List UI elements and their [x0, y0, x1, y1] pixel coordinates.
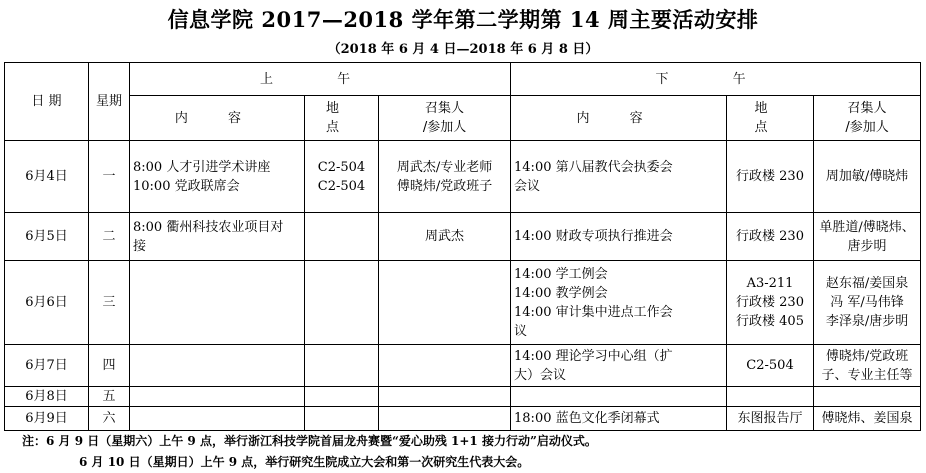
am-place-line: C2-504: [317, 159, 366, 175]
pm-content-line: 14:00 教学例会: [514, 285, 608, 301]
pm-person-cell: [814, 407, 921, 431]
pm-person-cell: [814, 213, 921, 261]
am-person-cell: [379, 387, 511, 407]
schedule-row: [5, 387, 921, 407]
am-place-cell: [305, 407, 379, 431]
am-place-cell: [305, 345, 379, 387]
schedule-row: [5, 141, 921, 213]
day-date-cell: 6月7日: [5, 345, 89, 387]
pm-person-line: 傅晓炜/党政班: [825, 348, 909, 364]
pm-content-line: 14:00 审计集中进点工作会: [514, 304, 673, 320]
am-place-cell: [305, 261, 379, 345]
pm-place-cell: [727, 213, 814, 261]
header-row-1: [5, 63, 921, 96]
pm-place-cell: [727, 387, 814, 407]
pm-content-line: 议: [514, 323, 528, 339]
pm-person-line: 周加敏/傅晓炜: [825, 169, 909, 184]
am-content-line: 接: [133, 238, 147, 254]
pm-person-line: 唐步明: [847, 238, 887, 254]
pm-content-cell: [511, 261, 727, 345]
schedule-row: [5, 345, 921, 387]
schedule-row: [5, 407, 921, 431]
pm-content-cell: [511, 407, 727, 431]
am-content-cell: [130, 141, 305, 213]
header-am: 上 午: [130, 63, 511, 96]
schedule-table: [4, 62, 921, 431]
pm-content-line: 14:00 财政专项执行推进会: [514, 229, 673, 244]
day-weekday-cell: 一: [89, 141, 130, 213]
header-am-convener: [379, 96, 511, 141]
am-content-line: 8:00 人才引进学术讲座: [133, 159, 271, 175]
pm-content-line: 大）会议: [514, 367, 567, 383]
footnote-2: 6 月 10 日（星期日）上午 9 点，举行研究生院成立大会和第一次研究生代表大会。: [79, 455, 530, 469]
am-content-line: 10:00 党政联席会: [133, 178, 240, 194]
day-date-cell: 6月9日: [5, 407, 89, 431]
pm-person-line: 单胜道/傅晓炜、: [819, 219, 915, 235]
header-pm-place: 地 点: [727, 96, 814, 141]
header-am-content: 内 容: [130, 96, 305, 141]
pm-place-line: 行政楼 230: [736, 169, 804, 184]
am-content-line: 8:00 衢州科技农业项目对: [133, 219, 284, 235]
header-convener-line2: /参加人: [422, 120, 467, 135]
pm-place-line: 东图报告厅: [737, 411, 803, 426]
schedule-row: [5, 213, 921, 261]
pm-place-line: A3-211: [746, 276, 794, 291]
am-content-cell: [130, 407, 305, 431]
header-date: 日 期: [5, 63, 89, 141]
am-person-line: 周武杰: [425, 229, 465, 244]
pm-content-line: 14:00 第八届教代会执委会: [514, 159, 673, 175]
pm-person-line: 傅晓炜、姜国泉: [821, 411, 913, 426]
am-person-cell: [379, 261, 511, 345]
date-range-subtitle: （2018 年 6 月 4 日—2018 年 6 月 8 日）: [327, 42, 599, 57]
pm-place-cell: [727, 141, 814, 213]
day-date-cell: 6月6日: [5, 261, 89, 345]
am-person-cell: [379, 407, 511, 431]
pm-place-cell: [727, 261, 814, 345]
header-pm-convener: [814, 96, 921, 141]
am-content-cell: [130, 261, 305, 345]
footnotes: [22, 431, 597, 473]
am-content-cell: [130, 345, 305, 387]
schedule-row: [5, 261, 921, 345]
header-pm: 下 午: [511, 63, 921, 96]
day-date-cell: 6月5日: [5, 213, 89, 261]
day-weekday-cell: 六: [89, 407, 130, 431]
pm-content-cell: [511, 387, 727, 407]
pm-place-cell: [727, 407, 814, 431]
pm-content-cell: [511, 345, 727, 387]
pm-content-line: 会议: [514, 178, 541, 194]
header-pm-content: 内 容: [511, 96, 727, 141]
pm-person-line: 冯 军/马伟锋: [830, 295, 904, 310]
am-content-cell: [130, 213, 305, 261]
pm-content-cell: [511, 213, 727, 261]
pm-content-line: 14:00 理论学习中心组（扩: [514, 348, 673, 364]
header-convener-line1: 召集人: [847, 101, 887, 116]
day-date-cell: 6月8日: [5, 387, 89, 407]
pm-person-cell: [814, 141, 921, 213]
am-person-cell: [379, 141, 511, 213]
footnote-1: 注：6 月 9 日（星期六）上午 9 点，举行浙江科技学院首届龙舟赛暨“爱心助残 1+1 接力行动”启动仪式。: [22, 434, 597, 448]
day-date-cell: 6月4日: [5, 141, 89, 213]
am-person-line: 周武杰/专业老师: [396, 159, 493, 175]
am-place-cell: [305, 141, 379, 213]
pm-place-line: 行政楼 405: [736, 314, 804, 329]
header-weekday: 星期: [89, 63, 130, 141]
header-am-place: 地 点: [305, 96, 379, 141]
am-person-line: 傅晓炜/党政班子: [396, 178, 493, 194]
pm-person-cell: [814, 387, 921, 407]
day-weekday-cell: 二: [89, 213, 130, 261]
pm-person-line: 李泽泉/唐步明: [825, 314, 909, 329]
am-person-cell: [379, 213, 511, 261]
header-row-2: [5, 96, 921, 141]
pm-content-cell: [511, 141, 727, 213]
am-person-cell: [379, 345, 511, 387]
am-place-line: C2-504: [317, 178, 366, 194]
pm-person-line: 子、专业主任等: [821, 367, 913, 383]
pm-content-line: 14:00 学工例会: [514, 266, 608, 282]
day-weekday-cell: 四: [89, 345, 130, 387]
pm-place-line: C2-504: [746, 358, 794, 373]
day-weekday-cell: 五: [89, 387, 130, 407]
pm-person-cell: [814, 261, 921, 345]
page-title: 信息学院 2017—2018 学年第二学期第 14 周主要活动安排: [167, 7, 759, 32]
am-place-cell: [305, 213, 379, 261]
pm-place-cell: [727, 345, 814, 387]
pm-place-line: 行政楼 230: [736, 229, 804, 244]
pm-person-line: 赵东福/姜国泉: [825, 276, 909, 291]
day-weekday-cell: 三: [89, 261, 130, 345]
header-convener-line1: 召集人: [425, 101, 465, 116]
pm-content-line: 18:00 蓝色文化季闭幕式: [514, 411, 660, 426]
am-content-cell: [130, 387, 305, 407]
header-convener-line2: /参加人: [845, 120, 889, 135]
pm-person-cell: [814, 345, 921, 387]
am-place-cell: [305, 387, 379, 407]
pm-place-line: 行政楼 230: [736, 295, 804, 310]
